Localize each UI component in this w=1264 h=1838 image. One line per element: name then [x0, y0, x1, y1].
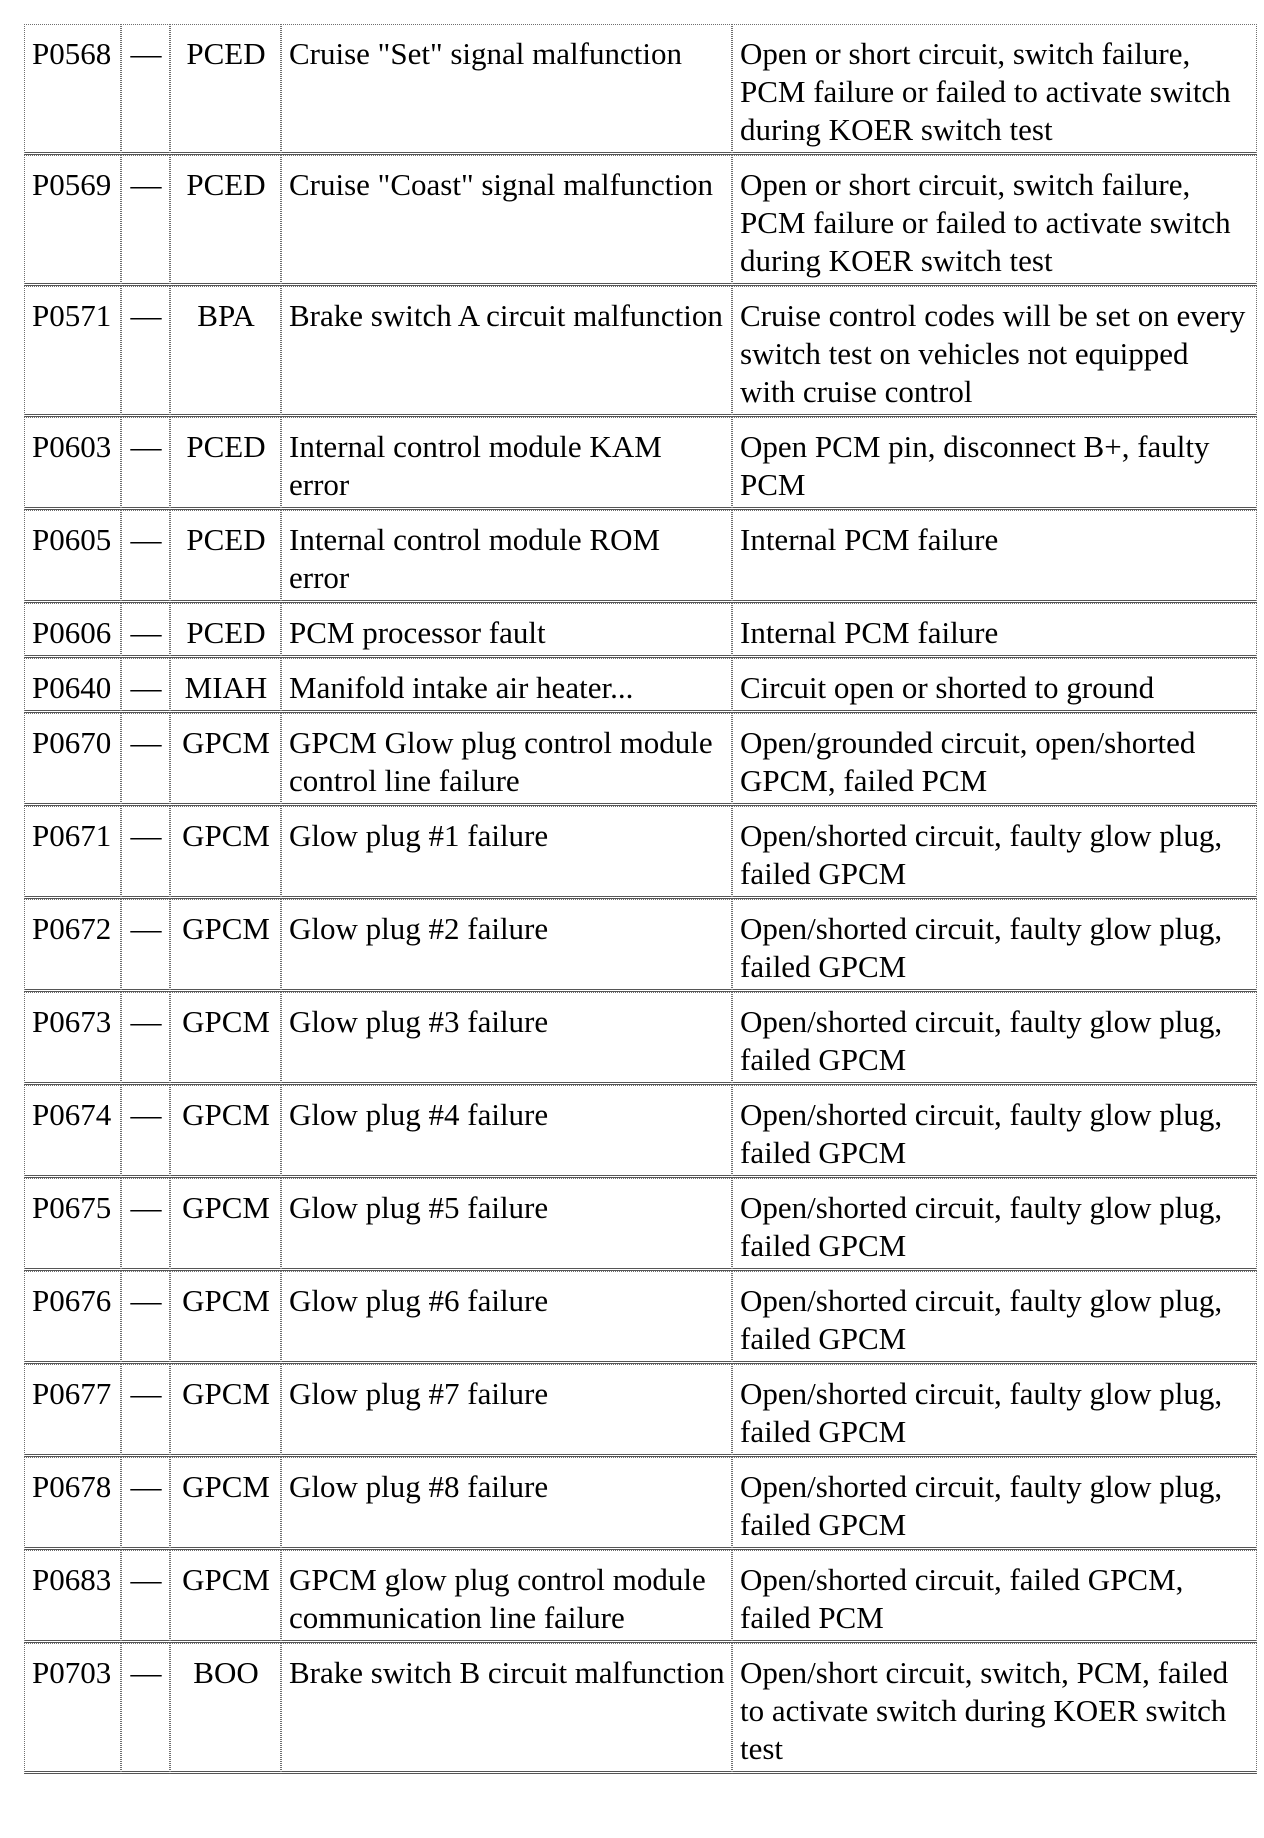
source-cell: GPCM: [170, 1271, 281, 1364]
table-row: [24, 713, 1257, 806]
source-cell: MIAH: [170, 658, 281, 713]
cause-cell: Open/shorted circuit, faulty glow plug, failed GPCM: [732, 1364, 1257, 1457]
description-cell: Glow plug #1 failure: [281, 806, 732, 899]
cause-cell: Internal PCM failure: [732, 510, 1257, 603]
table-row: [24, 1457, 1257, 1550]
dash-cell: —: [121, 155, 170, 286]
cause-cell: Open or short circuit, switch failure, PCM failure or failed to activate switch during KOER switch test: [732, 24, 1257, 155]
dash-cell: —: [121, 1550, 170, 1643]
table-row: [24, 24, 1257, 155]
dash-cell: —: [121, 510, 170, 603]
code-cell: P0603: [24, 417, 121, 510]
table-row: [24, 155, 1257, 286]
cause-cell: Open/shorted circuit, failed GPCM, failed PCM: [732, 1550, 1257, 1643]
description-cell: PCM processor fault: [281, 603, 732, 658]
dash-cell: —: [121, 24, 170, 155]
cause-cell: Open/short circuit, switch, PCM, failed to activate switch during KOER switch test: [732, 1643, 1257, 1774]
cause-cell: Open/shorted circuit, faulty glow plug, failed GPCM: [732, 1457, 1257, 1550]
code-cell: P0571: [24, 286, 121, 417]
description-cell: Glow plug #8 failure: [281, 1457, 732, 1550]
table-row: [24, 992, 1257, 1085]
dash-cell: —: [121, 658, 170, 713]
code-cell: P0606: [24, 603, 121, 658]
dash-cell: —: [121, 713, 170, 806]
cause-cell: Open PCM pin, disconnect B+, faulty PCM: [732, 417, 1257, 510]
code-cell: P0677: [24, 1364, 121, 1457]
code-cell: P0568: [24, 24, 121, 155]
code-cell: P0671: [24, 806, 121, 899]
source-cell: PCED: [170, 417, 281, 510]
description-cell: Glow plug #3 failure: [281, 992, 732, 1085]
description-cell: Glow plug #5 failure: [281, 1178, 732, 1271]
table-row: [24, 1550, 1257, 1643]
table-row: [24, 417, 1257, 510]
code-cell: P0673: [24, 992, 121, 1085]
source-cell: BOO: [170, 1643, 281, 1774]
table-row: [24, 1643, 1257, 1774]
diagnostic-code-table: [24, 24, 1257, 1774]
code-cell: P0703: [24, 1643, 121, 1774]
code-cell: P0683: [24, 1550, 121, 1643]
source-cell: GPCM: [170, 1550, 281, 1643]
source-cell: GPCM: [170, 1178, 281, 1271]
table-row: [24, 603, 1257, 658]
source-cell: GPCM: [170, 1085, 281, 1178]
description-cell: Cruise "Coast" signal malfunction: [281, 155, 732, 286]
cause-cell: Open/shorted circuit, faulty glow plug, failed GPCM: [732, 1178, 1257, 1271]
dash-cell: —: [121, 1085, 170, 1178]
code-cell: P0640: [24, 658, 121, 713]
code-cell: P0672: [24, 899, 121, 992]
cause-cell: Open/shorted circuit, faulty glow plug, failed GPCM: [732, 1271, 1257, 1364]
cause-cell: Open/shorted circuit, faulty glow plug, failed GPCM: [732, 992, 1257, 1085]
code-cell: P0670: [24, 713, 121, 806]
description-cell: Internal control module ROM error: [281, 510, 732, 603]
source-cell: PCED: [170, 155, 281, 286]
dash-cell: —: [121, 806, 170, 899]
source-cell: BPA: [170, 286, 281, 417]
cause-cell: Open/grounded circuit, open/shorted GPCM, failed PCM: [732, 713, 1257, 806]
description-cell: Cruise "Set" signal malfunction: [281, 24, 732, 155]
cause-cell: Open/shorted circuit, faulty glow plug, failed GPCM: [732, 1085, 1257, 1178]
cause-cell: Open/shorted circuit, faulty glow plug, failed GPCM: [732, 899, 1257, 992]
table-row: [24, 1178, 1257, 1271]
description-cell: Brake switch B circuit malfunction: [281, 1643, 732, 1774]
source-cell: PCED: [170, 24, 281, 155]
cause-cell: Internal PCM failure: [732, 603, 1257, 658]
table-row: [24, 1085, 1257, 1178]
source-cell: GPCM: [170, 806, 281, 899]
description-cell: Internal control module KAM error: [281, 417, 732, 510]
table-row: [24, 658, 1257, 713]
description-cell: Glow plug #6 failure: [281, 1271, 732, 1364]
table-row: [24, 806, 1257, 899]
description-cell: Manifold intake air heater...: [281, 658, 732, 713]
source-cell: GPCM: [170, 1457, 281, 1550]
code-cell: P0675: [24, 1178, 121, 1271]
description-cell: Glow plug #2 failure: [281, 899, 732, 992]
source-cell: GPCM: [170, 899, 281, 992]
dash-cell: —: [121, 1643, 170, 1774]
cause-cell: Cruise control codes will be set on every switch test on vehicles not equipped with cruise control: [732, 286, 1257, 417]
dash-cell: —: [121, 603, 170, 658]
table-row: [24, 286, 1257, 417]
code-cell: P0569: [24, 155, 121, 286]
cause-cell: Circuit open or shorted to ground: [732, 658, 1257, 713]
description-cell: Brake switch A circuit malfunction: [281, 286, 732, 417]
table-body: [24, 24, 1257, 1774]
source-cell: PCED: [170, 510, 281, 603]
dash-cell: —: [121, 899, 170, 992]
description-cell: GPCM glow plug control module communication line failure: [281, 1550, 732, 1643]
description-cell: Glow plug #7 failure: [281, 1364, 732, 1457]
source-cell: GPCM: [170, 713, 281, 806]
dash-cell: —: [121, 1178, 170, 1271]
dash-cell: —: [121, 992, 170, 1085]
dash-cell: —: [121, 1364, 170, 1457]
cause-cell: Open/shorted circuit, faulty glow plug, failed GPCM: [732, 806, 1257, 899]
dash-cell: —: [121, 1457, 170, 1550]
dash-cell: —: [121, 417, 170, 510]
description-cell: GPCM Glow plug control module control line failure: [281, 713, 732, 806]
cause-cell: Open or short circuit, switch failure, PCM failure or failed to activate switch during KOER switch test: [732, 155, 1257, 286]
description-cell: Glow plug #4 failure: [281, 1085, 732, 1178]
table-row: [24, 1271, 1257, 1364]
source-cell: GPCM: [170, 1364, 281, 1457]
code-cell: P0678: [24, 1457, 121, 1550]
source-cell: GPCM: [170, 992, 281, 1085]
table-row: [24, 899, 1257, 992]
code-cell: P0674: [24, 1085, 121, 1178]
dash-cell: —: [121, 1271, 170, 1364]
source-cell: PCED: [170, 603, 281, 658]
table-row: [24, 510, 1257, 603]
dash-cell: —: [121, 286, 170, 417]
code-cell: P0605: [24, 510, 121, 603]
table-row: [24, 1364, 1257, 1457]
code-cell: P0676: [24, 1271, 121, 1364]
